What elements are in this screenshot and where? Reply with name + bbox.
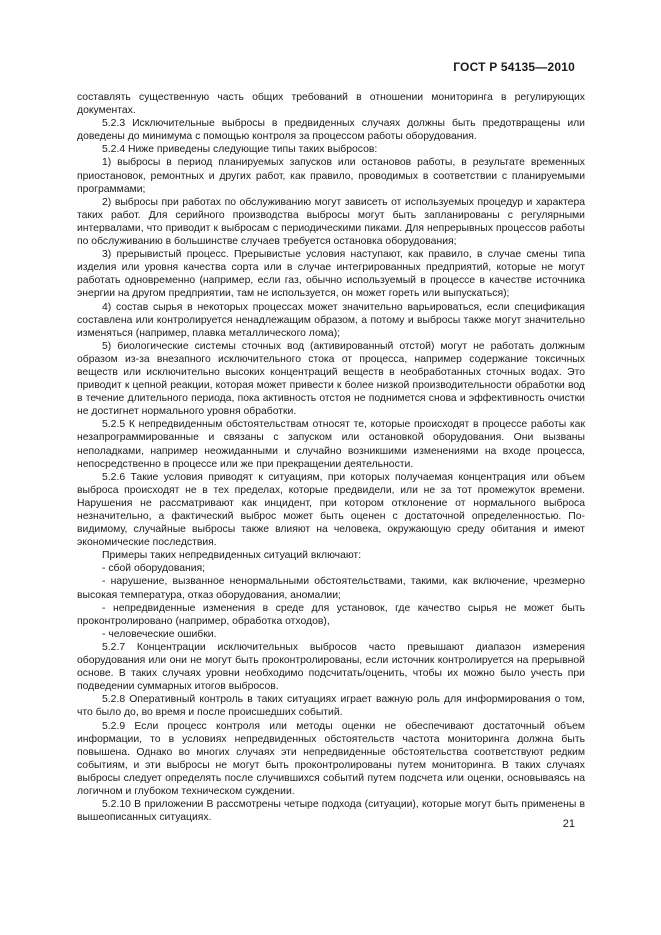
body-text xyxy=(77,91,585,824)
paragraph: Примеры таких непредвиденных ситуаций включают: xyxy=(102,550,362,562)
paragraph: 5.2.3 Исключительные выбросы в предвиденных случаях должны быть предотвращены или доведены до минимума с помощью контроля за процессом работы оборудования. xyxy=(77,118,585,143)
paragraph: 5) биологические системы сточных вод (активированный отстой) могут не работать должным образом из-за внезапного исключительного стока от процесса, например содержание токсичных веществ или исключительно высоких концентраций веществ в необработанных сточных водах. Это приводит к цепной реакции, которая может привести к более низкой производительности обработки вод в течение длительного периода, пока активность отстоя не поднимется снова и эффективность очистки не достигнет нормального уровня обработки. xyxy=(77,340,585,418)
paragraph: 5.2.7 Концентрации исключительных выбросов часто превышают диапазон измерения оборудования или они не могут быть проконтролированы, если источник контролируется на прерывной основе. В таких случаях уровни необходимо подсчитать/оценить, чтобы их можно было учесть при подведении суммарных итогов выбросов. xyxy=(77,641,585,693)
paragraph: - непредвиденные изменения в среде для установок, где качество сырья не может быть проконтролировано (например, обработка отходов), xyxy=(77,602,585,627)
paragraph: 2) выбросы при работах по обслуживанию могут зависеть от используемых процедур и характера таких работ. Для серийного производства выбросы могут быть запланированы с регулярными интервалами, что приводит к выбросам с периодическими пиками. Для непрерывных процессов работы по обслуживанию в большинстве случаев требуется остановка оборудования; xyxy=(77,196,585,248)
standard-header: ГОСТ Р 54135—2010 xyxy=(453,60,575,74)
paragraph: 5.2.4 Ниже приведены следующие типы таких выбросов: xyxy=(102,144,378,156)
paragraph: - сбой оборудования; xyxy=(102,563,206,575)
paragraph: 5.2.9 Если процесс контроля или методы оценки не обеспечивают достаточный объем информации, то в условиях непредвиденных обстоятельств частота мониторинга должна быть повышена. Однако во многих случаях эти непредвиденные обстоятельства соответствуют редким событиям, и эти выбросы не могут быть проконтролированы путем мониторинга. В таких случаях выбросы следует определять после случившихся событий путем подсчета или оценки, основываясь на логичном и глубоком техническом суждении. xyxy=(77,720,585,797)
paragraph: 5.2.10 В приложении В рассмотрены четыре подхода (ситуации), которые могут быть применены в вышеописанных ситуациях. xyxy=(77,799,585,824)
paragraph: - человеческие ошибки. xyxy=(102,628,217,640)
page-number: 21 xyxy=(562,818,575,830)
paragraph: 5.2.8 Оперативный контроль в таких ситуациях играет важную роль для информирования о том, что было до, во время и после происшедших событий. xyxy=(77,694,585,719)
paragraph: - нарушение, вызванное ненормальными обстоятельствами, такими, как включение, чрезмерно высокая температура, отказ оборудования, аномалии; xyxy=(77,576,585,601)
paragraph: 5.2.6 Такие условия приводят к ситуациям, при которых получаемая концентрация или объем выброса происходят не в тех пределах, которые предвидели, или не за тот промежуток времени. Нарушения не рассматривают как инцидент, при котором отклонение от нормального выброса незначительно, а фактический выброс может быть оценен с достаточной определенностью. По-видимому, случайные выбросы также влияют на человека, окружающую среду обитания и имеют экономические последствия. xyxy=(77,471,585,549)
paragraph: 5.2.5 К непредвиденным обстоятельствам относят те, которые происходят в процессе работы как незапрограммированные и связаны с запуском или остановкой оборудования. Они вызваны неполадками, например неожиданными и случайно возникшими изменениями на входе процесса, непосредственно в процессе или же при прекращении деятельности. xyxy=(77,419,585,470)
paragraph: составлять существенную часть общих требований в отношении мониторинга в регулирующих документах. xyxy=(77,92,585,117)
paragraph: 4) состав сырья в некоторых процессах может значительно варьироваться, если спецификация составлена или контролируется ненадлежащим образом, а потому и выбросы также могут значительно изменяться (например, плавка металлического лома); xyxy=(77,301,585,339)
paragraph: 1) выбросы в период планируемых запусков или остановов работы, в результате временных приостановок, ремонтных и других работ, как правило, проводимых в соответствии с планируемыми программами; xyxy=(77,157,585,195)
paragraph: 3) прерывистый процесс. Прерывистые условия наступают, как правило, в случае смены типа изделия или уровня качества сорта или в случае интегрированных предприятий, которые не могут работать одновременно (например, если газ, обычно используемый в процессе в качестве источника энергии на другом предприятии, там не используется, он может гореть или выпускаться); xyxy=(77,249,585,300)
